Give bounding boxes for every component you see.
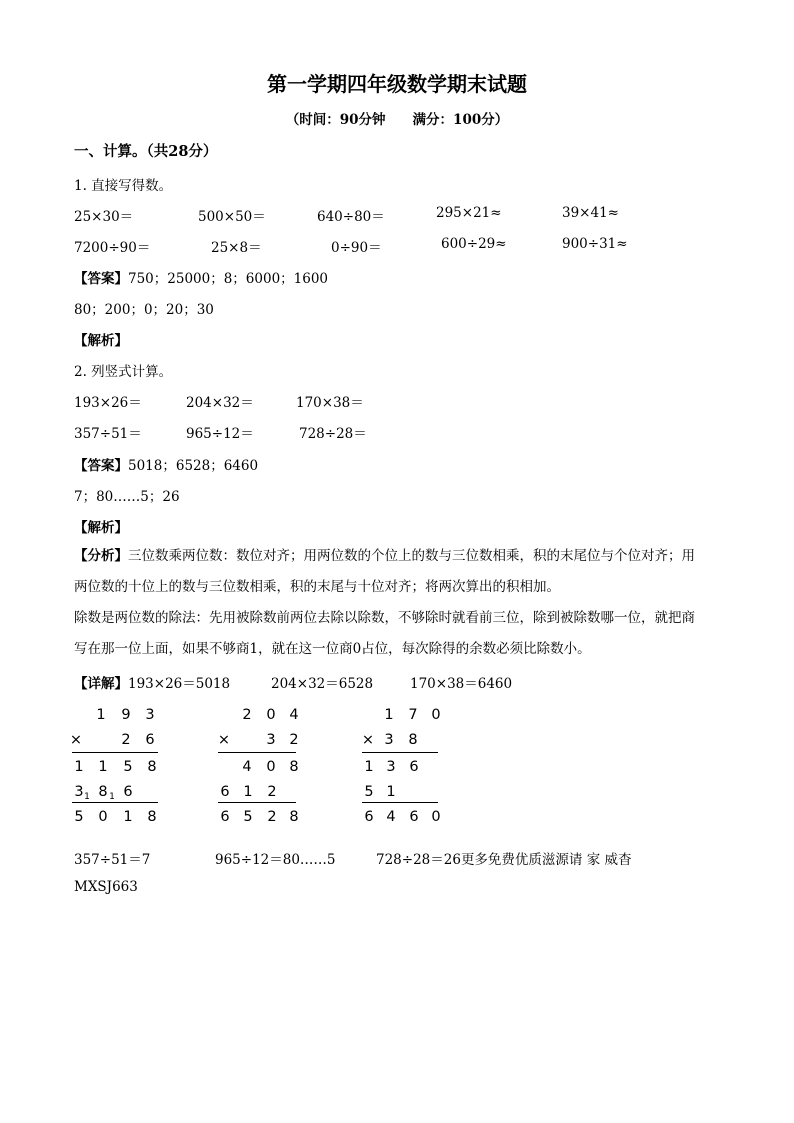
- q1-prompt: 1. 直接写得数。: [74, 178, 173, 194]
- digit: 8: [408, 732, 418, 748]
- digit: 5: [123, 759, 133, 775]
- digit: 0: [431, 707, 441, 723]
- digit: 8: [289, 759, 299, 775]
- analysis-text: 除数是两位数的除法：先用被除数前两位去除以除数，不够除时就看前三位，除到被除数哪一位，就把商: [74, 610, 695, 626]
- digit: 1: [386, 784, 396, 800]
- digit: 4: [242, 759, 252, 775]
- division-result-with-note: [376, 848, 632, 868]
- digit: 6: [220, 784, 230, 800]
- q2-problem: 204×32＝: [186, 395, 254, 411]
- carry-digit: 1: [109, 792, 115, 802]
- digit: 1: [74, 759, 84, 775]
- digit: 2: [289, 732, 299, 748]
- analysis-label: 【解析】: [74, 333, 128, 349]
- q2-problem: 965÷12＝: [186, 426, 254, 442]
- detail-label: 【详解】: [74, 676, 128, 692]
- analysis-text: 两位数的十位上的数与三位数相乘，积的末尾与十位对齐；将两次算出的积相加。: [74, 579, 560, 595]
- digit: 1: [98, 759, 108, 775]
- division-result: 357÷51＝7: [74, 852, 151, 868]
- rule-line: [362, 802, 438, 803]
- digit: 1: [384, 707, 394, 723]
- footer-note: 更多免费优质滋源请 家 威杳: [460, 852, 632, 868]
- q2-problem: 170×38＝: [296, 395, 364, 411]
- division-result: 728÷28＝26: [376, 852, 461, 868]
- digit: 3: [386, 759, 396, 775]
- q1-problem: 39×41≈: [562, 205, 619, 221]
- answer-label: 【答案】: [74, 271, 128, 287]
- fenxi-label: 【分析】: [74, 548, 128, 564]
- analysis-text: 三位数乘两位数：数位对齐；用两位数的个位上的数与三位数相乘，积的末尾位与个位对齐；用: [128, 548, 695, 564]
- answer-text: 750；25000；8；6000；1600: [128, 271, 329, 287]
- q2-prompt: 2. 列竖式计算。: [74, 364, 173, 380]
- detail-item: 204×32＝6528: [271, 676, 374, 692]
- q2-problem: 728÷28＝: [299, 426, 367, 442]
- times-sign: ×: [361, 732, 375, 748]
- q1-problem: 640÷80＝: [317, 209, 385, 225]
- q1-problem: 500×50＝: [198, 209, 266, 225]
- division-result: 965÷12＝80……5: [215, 852, 336, 868]
- answer-label: 【答案】: [74, 458, 128, 474]
- q1-problem: 0÷90＝: [331, 240, 382, 256]
- digit: 9: [121, 707, 131, 723]
- digit: 6: [123, 784, 133, 800]
- q1-problem: 25×30＝: [74, 209, 134, 225]
- q2-problem: 357÷51＝: [74, 426, 142, 442]
- digit: 0: [431, 809, 441, 825]
- page-title: 第一学期四年级数学期末试题: [267, 72, 527, 96]
- digit: 7: [408, 707, 418, 723]
- digit: 0: [266, 707, 276, 723]
- digit: 5: [364, 784, 374, 800]
- section-heading: 一、计算。（共28分）: [74, 143, 218, 160]
- digit: 1: [364, 759, 374, 775]
- answer-text: 5018；6528；6460: [128, 458, 259, 474]
- digit: 6: [409, 809, 419, 825]
- detail-item: 170×38＝6460: [410, 676, 513, 692]
- q2-problem: 193×26＝: [74, 395, 142, 411]
- digit: 6: [409, 759, 419, 775]
- q1-problem: 900÷31≈: [562, 236, 628, 252]
- q1-problem: 295×21≈: [436, 205, 502, 221]
- digit: 2: [267, 809, 277, 825]
- times-sign: ×: [217, 732, 231, 748]
- digit: 1: [243, 784, 253, 800]
- footer-code: MXSJ663: [74, 879, 138, 895]
- digit: 6: [364, 809, 374, 825]
- digit: 5: [74, 809, 84, 825]
- rule-line: [218, 752, 296, 753]
- digit: 3: [145, 707, 155, 723]
- digit: 0: [266, 759, 276, 775]
- digit: 8: [289, 809, 299, 825]
- q1-problem: 7200÷90＝: [74, 240, 151, 256]
- digit: 2: [267, 784, 277, 800]
- rule-line: [72, 752, 158, 753]
- detail-row: [74, 672, 230, 692]
- detail-item: 193×26＝5018: [128, 676, 231, 692]
- q1-problem: 25×8＝: [211, 240, 262, 256]
- digit: 4: [289, 707, 299, 723]
- exam-info: （时间：90分钟 满分：100分）: [285, 112, 509, 128]
- digit: 2: [121, 732, 131, 748]
- q2-answer: [74, 454, 258, 474]
- digit: 8: [147, 759, 157, 775]
- digit: 6: [220, 809, 230, 825]
- digit: 0: [98, 809, 108, 825]
- digit: 5: [243, 809, 253, 825]
- digit: 3: [74, 784, 84, 800]
- carry-digit: 1: [84, 792, 90, 802]
- digit: 2: [242, 707, 252, 723]
- rule-line: [218, 802, 296, 803]
- analysis-paragraph: [74, 541, 695, 572]
- answer-text: 7；80……5；26: [74, 489, 180, 505]
- answer-text: 80；200；0；20；30: [74, 302, 214, 318]
- digit: 1: [96, 707, 106, 723]
- digit: 4: [386, 809, 396, 825]
- q1-problem: 600÷29≈: [441, 236, 507, 252]
- digit: 1: [123, 809, 133, 825]
- q1-answer: [74, 267, 328, 287]
- digit: 8: [98, 784, 108, 800]
- rule-line: [72, 802, 158, 803]
- digit: 3: [266, 732, 276, 748]
- digit: 8: [147, 809, 157, 825]
- times-sign: ×: [69, 732, 83, 748]
- digit: 3: [384, 732, 394, 748]
- digit: 6: [145, 732, 155, 748]
- analysis-label: 【解析】: [74, 520, 128, 536]
- analysis-text: 写在那一位上面，如果不够商1，就在这一位商0占位，每次除得的余数必须比除数小。: [74, 641, 591, 657]
- rule-line: [362, 752, 438, 753]
